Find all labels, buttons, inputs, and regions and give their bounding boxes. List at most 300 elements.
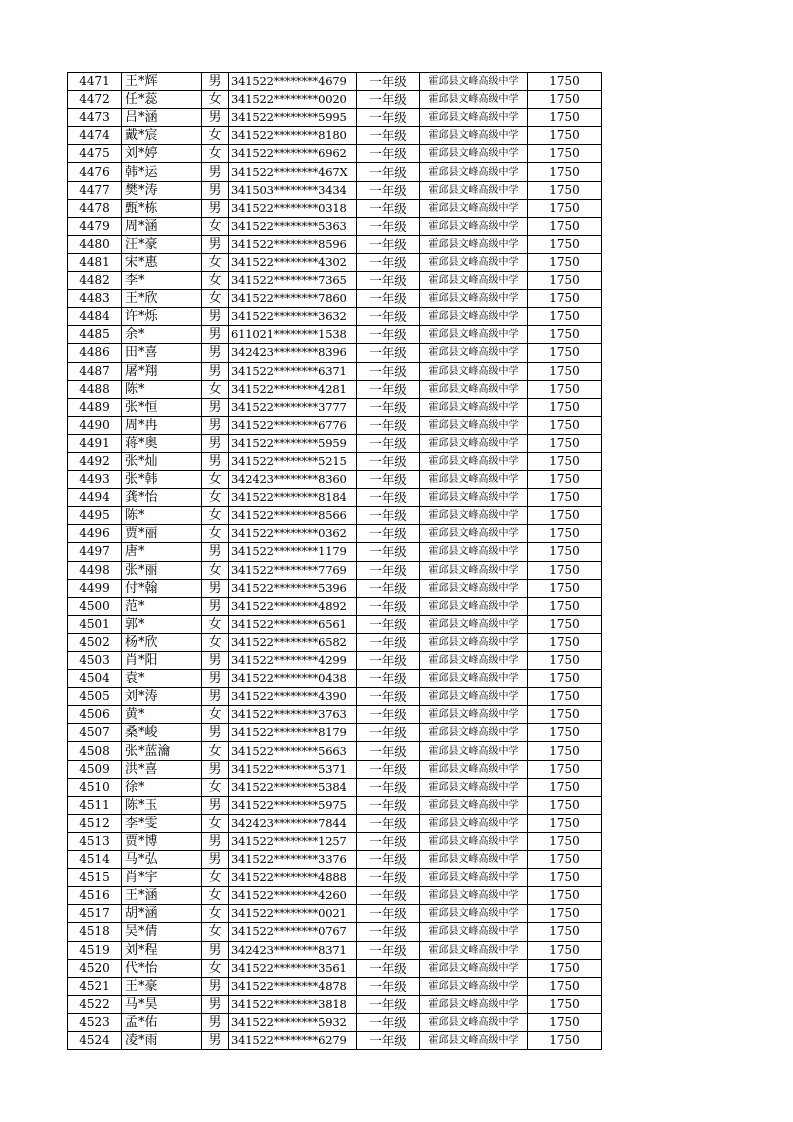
table-row bbox=[68, 995, 602, 1013]
student-name: 陈* bbox=[122, 380, 202, 398]
grade: 一年级 bbox=[357, 1013, 420, 1031]
school-name: 霍邱县文峰高级中学 bbox=[420, 91, 528, 109]
school-name: 霍邱县文峰高级中学 bbox=[420, 579, 528, 597]
table-row bbox=[68, 163, 602, 181]
grade: 一年级 bbox=[357, 633, 420, 651]
student-name: 黄* bbox=[122, 706, 202, 724]
student-name: 贾*丽 bbox=[122, 525, 202, 543]
subsidy-amount: 1750 bbox=[528, 814, 602, 832]
student-name: 张*灿 bbox=[122, 452, 202, 470]
table-row bbox=[68, 398, 602, 416]
school-name: 霍邱县文峰高级中学 bbox=[420, 416, 528, 434]
school-name: 霍邱县文峰高级中学 bbox=[420, 760, 528, 778]
student-name: 刘*程 bbox=[122, 941, 202, 959]
gender: 男 bbox=[202, 1013, 229, 1031]
id-number: 341522********6776 bbox=[229, 416, 357, 434]
subsidy-amount: 1750 bbox=[528, 579, 602, 597]
table-row bbox=[68, 181, 602, 199]
row-number: 4493 bbox=[68, 471, 122, 489]
table-row bbox=[68, 344, 602, 362]
student-name: 肖*宇 bbox=[122, 869, 202, 887]
subsidy-amount: 1750 bbox=[528, 416, 602, 434]
grade: 一年级 bbox=[357, 344, 420, 362]
student-name: 周*涵 bbox=[122, 217, 202, 235]
grade: 一年级 bbox=[357, 489, 420, 507]
id-number: 341522********5396 bbox=[229, 579, 357, 597]
student-name: 张*恒 bbox=[122, 398, 202, 416]
gender: 女 bbox=[202, 272, 229, 290]
id-number: 341522********7365 bbox=[229, 272, 357, 290]
subsidy-amount: 1750 bbox=[528, 452, 602, 470]
gender: 男 bbox=[202, 344, 229, 362]
gender: 男 bbox=[202, 977, 229, 995]
school-name: 霍邱县文峰高级中学 bbox=[420, 434, 528, 452]
grade: 一年级 bbox=[357, 543, 420, 561]
grade: 一年级 bbox=[357, 742, 420, 760]
student-subsidy-table bbox=[67, 72, 602, 1050]
id-number: 341522********0362 bbox=[229, 525, 357, 543]
row-number: 4523 bbox=[68, 1013, 122, 1031]
id-number: 341522********5995 bbox=[229, 109, 357, 127]
grade: 一年级 bbox=[357, 905, 420, 923]
table-row bbox=[68, 452, 602, 470]
row-number: 4506 bbox=[68, 706, 122, 724]
row-number: 4485 bbox=[68, 326, 122, 344]
gender: 女 bbox=[202, 887, 229, 905]
grade: 一年级 bbox=[357, 869, 420, 887]
gender: 男 bbox=[202, 688, 229, 706]
student-name: 王*涵 bbox=[122, 887, 202, 905]
id-number: 341503********3434 bbox=[229, 181, 357, 199]
row-number: 4515 bbox=[68, 869, 122, 887]
gender: 男 bbox=[202, 670, 229, 688]
grade: 一年级 bbox=[357, 308, 420, 326]
id-number: 341522********4878 bbox=[229, 977, 357, 995]
id-number: 341522********5975 bbox=[229, 796, 357, 814]
subsidy-amount: 1750 bbox=[528, 253, 602, 271]
student-name: 宋*惠 bbox=[122, 253, 202, 271]
gender: 女 bbox=[202, 145, 229, 163]
id-number: 341522********7860 bbox=[229, 290, 357, 308]
grade: 一年级 bbox=[357, 525, 420, 543]
table-row bbox=[68, 579, 602, 597]
school-name: 霍邱县文峰高级中学 bbox=[420, 163, 528, 181]
id-number: 341522********3561 bbox=[229, 959, 357, 977]
table-row bbox=[68, 543, 602, 561]
student-name: 王*欣 bbox=[122, 290, 202, 308]
student-name: 戴*宸 bbox=[122, 127, 202, 145]
table-row bbox=[68, 1013, 602, 1031]
school-name: 霍邱县文峰高级中学 bbox=[420, 109, 528, 127]
table-row bbox=[68, 796, 602, 814]
subsidy-amount: 1750 bbox=[528, 272, 602, 290]
id-number: 341522********4679 bbox=[229, 73, 357, 91]
table-row bbox=[68, 199, 602, 217]
student-name: 王*辉 bbox=[122, 73, 202, 91]
school-name: 霍邱县文峰高级中学 bbox=[420, 652, 528, 670]
student-name: 吕*涵 bbox=[122, 109, 202, 127]
row-number: 4507 bbox=[68, 724, 122, 742]
row-number: 4511 bbox=[68, 796, 122, 814]
row-number: 4502 bbox=[68, 633, 122, 651]
table-row bbox=[68, 832, 602, 850]
id-number: 341522********0020 bbox=[229, 91, 357, 109]
grade: 一年级 bbox=[357, 688, 420, 706]
gender: 男 bbox=[202, 416, 229, 434]
row-number: 4482 bbox=[68, 272, 122, 290]
table-row bbox=[68, 489, 602, 507]
row-number: 4505 bbox=[68, 688, 122, 706]
student-name: 马*昊 bbox=[122, 995, 202, 1013]
subsidy-amount: 1750 bbox=[528, 543, 602, 561]
school-name: 霍邱县文峰高级中学 bbox=[420, 290, 528, 308]
subsidy-amount: 1750 bbox=[528, 163, 602, 181]
table-row bbox=[68, 380, 602, 398]
id-number: 341522********5363 bbox=[229, 217, 357, 235]
grade: 一年级 bbox=[357, 380, 420, 398]
table-row bbox=[68, 633, 602, 651]
subsidy-amount: 1750 bbox=[528, 923, 602, 941]
school-name: 霍邱县文峰高级中学 bbox=[420, 73, 528, 91]
gender: 女 bbox=[202, 633, 229, 651]
grade: 一年级 bbox=[357, 887, 420, 905]
id-number: 341522********3376 bbox=[229, 851, 357, 869]
student-name: 马*弘 bbox=[122, 851, 202, 869]
grade: 一年级 bbox=[357, 253, 420, 271]
table-row bbox=[68, 597, 602, 615]
grade: 一年级 bbox=[357, 290, 420, 308]
subsidy-amount: 1750 bbox=[528, 760, 602, 778]
row-number: 4490 bbox=[68, 416, 122, 434]
id-number: 342423********7844 bbox=[229, 814, 357, 832]
row-number: 4516 bbox=[68, 887, 122, 905]
student-name: 张*蓝瀹 bbox=[122, 742, 202, 760]
grade: 一年级 bbox=[357, 398, 420, 416]
row-number: 4479 bbox=[68, 217, 122, 235]
school-name: 霍邱县文峰高级中学 bbox=[420, 272, 528, 290]
school-name: 霍邱县文峰高级中学 bbox=[420, 507, 528, 525]
table-row bbox=[68, 1031, 602, 1049]
table-row bbox=[68, 507, 602, 525]
school-name: 霍邱县文峰高级中学 bbox=[420, 778, 528, 796]
table-row bbox=[68, 272, 602, 290]
id-number: 341522********3777 bbox=[229, 398, 357, 416]
table-row bbox=[68, 253, 602, 271]
subsidy-amount: 1750 bbox=[528, 127, 602, 145]
id-number: 341522********8566 bbox=[229, 507, 357, 525]
school-name: 霍邱县文峰高级中学 bbox=[420, 217, 528, 235]
gender: 男 bbox=[202, 326, 229, 344]
student-name: 龚*怡 bbox=[122, 489, 202, 507]
row-number: 4503 bbox=[68, 652, 122, 670]
grade: 一年级 bbox=[357, 181, 420, 199]
table-row bbox=[68, 416, 602, 434]
row-number: 4489 bbox=[68, 398, 122, 416]
row-number: 4478 bbox=[68, 199, 122, 217]
subsidy-amount: 1750 bbox=[528, 380, 602, 398]
student-name: 李*雯 bbox=[122, 814, 202, 832]
gender: 女 bbox=[202, 525, 229, 543]
table-row bbox=[68, 778, 602, 796]
student-name: 周*冉 bbox=[122, 416, 202, 434]
student-name: 凌*雨 bbox=[122, 1031, 202, 1049]
id-number: 341522********3632 bbox=[229, 308, 357, 326]
student-name: 吴*倩 bbox=[122, 923, 202, 941]
school-name: 霍邱县文峰高级中学 bbox=[420, 452, 528, 470]
grade: 一年级 bbox=[357, 217, 420, 235]
grade: 一年级 bbox=[357, 597, 420, 615]
row-number: 4522 bbox=[68, 995, 122, 1013]
subsidy-amount: 1750 bbox=[528, 398, 602, 416]
id-number: 341522********1257 bbox=[229, 832, 357, 850]
table-row bbox=[68, 760, 602, 778]
subsidy-amount: 1750 bbox=[528, 434, 602, 452]
gender: 男 bbox=[202, 109, 229, 127]
school-name: 霍邱县文峰高级中学 bbox=[420, 615, 528, 633]
gender: 女 bbox=[202, 561, 229, 579]
subsidy-amount: 1750 bbox=[528, 489, 602, 507]
id-number: 341522********8596 bbox=[229, 235, 357, 253]
gender: 女 bbox=[202, 742, 229, 760]
grade: 一年级 bbox=[357, 109, 420, 127]
row-number: 4518 bbox=[68, 923, 122, 941]
school-name: 霍邱县文峰高级中学 bbox=[420, 869, 528, 887]
row-number: 4476 bbox=[68, 163, 122, 181]
gender: 男 bbox=[202, 199, 229, 217]
id-number: 341522********5371 bbox=[229, 760, 357, 778]
id-number: 342423********8360 bbox=[229, 471, 357, 489]
row-number: 4504 bbox=[68, 670, 122, 688]
grade: 一年级 bbox=[357, 452, 420, 470]
subsidy-amount: 1750 bbox=[528, 181, 602, 199]
grade: 一年级 bbox=[357, 995, 420, 1013]
subsidy-amount: 1750 bbox=[528, 525, 602, 543]
row-number: 4494 bbox=[68, 489, 122, 507]
id-number: 341522********3818 bbox=[229, 995, 357, 1013]
table-row bbox=[68, 688, 602, 706]
table-row bbox=[68, 434, 602, 452]
school-name: 霍邱县文峰高级中学 bbox=[420, 308, 528, 326]
school-name: 霍邱县文峰高级中学 bbox=[420, 362, 528, 380]
grade: 一年级 bbox=[357, 235, 420, 253]
subsidy-amount: 1750 bbox=[528, 851, 602, 869]
row-number: 4486 bbox=[68, 344, 122, 362]
table-row bbox=[68, 670, 602, 688]
student-name: 樊*涛 bbox=[122, 181, 202, 199]
row-number: 4475 bbox=[68, 145, 122, 163]
gender: 女 bbox=[202, 905, 229, 923]
grade: 一年级 bbox=[357, 724, 420, 742]
gender: 男 bbox=[202, 398, 229, 416]
gender: 男 bbox=[202, 181, 229, 199]
row-number: 4474 bbox=[68, 127, 122, 145]
id-number: 341522********0021 bbox=[229, 905, 357, 923]
id-number: 341522********5663 bbox=[229, 742, 357, 760]
student-name: 袁* bbox=[122, 670, 202, 688]
subsidy-amount: 1750 bbox=[528, 199, 602, 217]
gender: 男 bbox=[202, 941, 229, 959]
row-number: 4501 bbox=[68, 615, 122, 633]
table-row bbox=[68, 742, 602, 760]
student-name: 张*韩 bbox=[122, 471, 202, 489]
table-row bbox=[68, 887, 602, 905]
table-row bbox=[68, 471, 602, 489]
gender: 男 bbox=[202, 851, 229, 869]
grade: 一年级 bbox=[357, 434, 420, 452]
id-number: 341522********4888 bbox=[229, 869, 357, 887]
row-number: 4491 bbox=[68, 434, 122, 452]
school-name: 霍邱县文峰高级中学 bbox=[420, 1031, 528, 1049]
student-name: 王*豪 bbox=[122, 977, 202, 995]
gender: 女 bbox=[202, 869, 229, 887]
grade: 一年级 bbox=[357, 507, 420, 525]
table-row bbox=[68, 91, 602, 109]
table-row bbox=[68, 290, 602, 308]
gender: 女 bbox=[202, 489, 229, 507]
table-row bbox=[68, 217, 602, 235]
table-row bbox=[68, 959, 602, 977]
subsidy-amount: 1750 bbox=[528, 308, 602, 326]
id-number: 341522********3763 bbox=[229, 706, 357, 724]
school-name: 霍邱县文峰高级中学 bbox=[420, 742, 528, 760]
gender: 女 bbox=[202, 706, 229, 724]
school-name: 霍邱县文峰高级中学 bbox=[420, 977, 528, 995]
student-name: 刘*涛 bbox=[122, 688, 202, 706]
id-number: 341522********4281 bbox=[229, 380, 357, 398]
student-name: 杨*欣 bbox=[122, 633, 202, 651]
student-name: 余* bbox=[122, 326, 202, 344]
subsidy-amount: 1750 bbox=[528, 615, 602, 633]
row-number: 4500 bbox=[68, 597, 122, 615]
row-number: 4484 bbox=[68, 308, 122, 326]
school-name: 霍邱县文峰高级中学 bbox=[420, 688, 528, 706]
grade: 一年级 bbox=[357, 760, 420, 778]
grade: 一年级 bbox=[357, 959, 420, 977]
gender: 女 bbox=[202, 615, 229, 633]
table-row bbox=[68, 652, 602, 670]
student-name: 郭* bbox=[122, 615, 202, 633]
student-name: 蒋*奥 bbox=[122, 434, 202, 452]
subsidy-amount: 1750 bbox=[528, 217, 602, 235]
grade: 一年级 bbox=[357, 652, 420, 670]
subsidy-amount: 1750 bbox=[528, 633, 602, 651]
table-row bbox=[68, 235, 602, 253]
grade: 一年级 bbox=[357, 579, 420, 597]
row-number: 4512 bbox=[68, 814, 122, 832]
table-row bbox=[68, 923, 602, 941]
subsidy-amount: 1750 bbox=[528, 941, 602, 959]
student-name: 陈* bbox=[122, 507, 202, 525]
grade: 一年级 bbox=[357, 615, 420, 633]
student-name: 徐* bbox=[122, 778, 202, 796]
subsidy-amount: 1750 bbox=[528, 561, 602, 579]
id-number: 341522********467X bbox=[229, 163, 357, 181]
school-name: 霍邱县文峰高级中学 bbox=[420, 923, 528, 941]
student-name: 许*烁 bbox=[122, 308, 202, 326]
school-name: 霍邱县文峰高级中学 bbox=[420, 905, 528, 923]
gender: 女 bbox=[202, 380, 229, 398]
subsidy-amount: 1750 bbox=[528, 507, 602, 525]
row-number: 4492 bbox=[68, 452, 122, 470]
grade: 一年级 bbox=[357, 163, 420, 181]
table-row bbox=[68, 941, 602, 959]
table-row bbox=[68, 724, 602, 742]
id-number: 341522********4260 bbox=[229, 887, 357, 905]
grade: 一年级 bbox=[357, 561, 420, 579]
row-number: 4497 bbox=[68, 543, 122, 561]
student-name: 张*丽 bbox=[122, 561, 202, 579]
table-row bbox=[68, 326, 602, 344]
id-number: 341522********6279 bbox=[229, 1031, 357, 1049]
table-row bbox=[68, 145, 602, 163]
school-name: 霍邱县文峰高级中学 bbox=[420, 489, 528, 507]
subsidy-amount: 1750 bbox=[528, 905, 602, 923]
subsidy-amount: 1750 bbox=[528, 652, 602, 670]
id-number: 341522********8184 bbox=[229, 489, 357, 507]
gender: 男 bbox=[202, 579, 229, 597]
subsidy-amount: 1750 bbox=[528, 670, 602, 688]
student-name: 胡*涵 bbox=[122, 905, 202, 923]
id-number: 341522********4299 bbox=[229, 652, 357, 670]
row-number: 4517 bbox=[68, 905, 122, 923]
table-row bbox=[68, 525, 602, 543]
student-name: 任*蕊 bbox=[122, 91, 202, 109]
grade: 一年级 bbox=[357, 272, 420, 290]
gender: 男 bbox=[202, 796, 229, 814]
id-number: 341522********8180 bbox=[229, 127, 357, 145]
gender: 男 bbox=[202, 235, 229, 253]
table-row bbox=[68, 869, 602, 887]
table-row bbox=[68, 73, 602, 91]
subsidy-amount: 1750 bbox=[528, 290, 602, 308]
row-number: 4471 bbox=[68, 73, 122, 91]
row-number: 4508 bbox=[68, 742, 122, 760]
gender: 男 bbox=[202, 362, 229, 380]
id-number: 341522********6582 bbox=[229, 633, 357, 651]
id-number: 341522********0767 bbox=[229, 923, 357, 941]
school-name: 霍邱县文峰高级中学 bbox=[420, 724, 528, 742]
subsidy-amount: 1750 bbox=[528, 471, 602, 489]
grade: 一年级 bbox=[357, 941, 420, 959]
subsidy-amount: 1750 bbox=[528, 344, 602, 362]
row-number: 4488 bbox=[68, 380, 122, 398]
student-name: 屠*翔 bbox=[122, 362, 202, 380]
gender: 女 bbox=[202, 217, 229, 235]
gender: 女 bbox=[202, 91, 229, 109]
grade: 一年级 bbox=[357, 1031, 420, 1049]
row-number: 4473 bbox=[68, 109, 122, 127]
gender: 男 bbox=[202, 995, 229, 1013]
school-name: 霍邱县文峰高级中学 bbox=[420, 326, 528, 344]
row-number: 4509 bbox=[68, 760, 122, 778]
gender: 男 bbox=[202, 434, 229, 452]
id-number: 341522********7769 bbox=[229, 561, 357, 579]
subsidy-amount: 1750 bbox=[528, 977, 602, 995]
id-number: 341522********5384 bbox=[229, 778, 357, 796]
row-number: 4519 bbox=[68, 941, 122, 959]
gender: 女 bbox=[202, 127, 229, 145]
row-number: 4481 bbox=[68, 253, 122, 271]
school-name: 霍邱县文峰高级中学 bbox=[420, 941, 528, 959]
school-name: 霍邱县文峰高级中学 bbox=[420, 181, 528, 199]
grade: 一年级 bbox=[357, 796, 420, 814]
student-name: 付*翰 bbox=[122, 579, 202, 597]
subsidy-amount: 1750 bbox=[528, 1031, 602, 1049]
subsidy-amount: 1750 bbox=[528, 326, 602, 344]
school-name: 霍邱县文峰高级中学 bbox=[420, 995, 528, 1013]
row-number: 4483 bbox=[68, 290, 122, 308]
school-name: 霍邱县文峰高级中学 bbox=[420, 633, 528, 651]
